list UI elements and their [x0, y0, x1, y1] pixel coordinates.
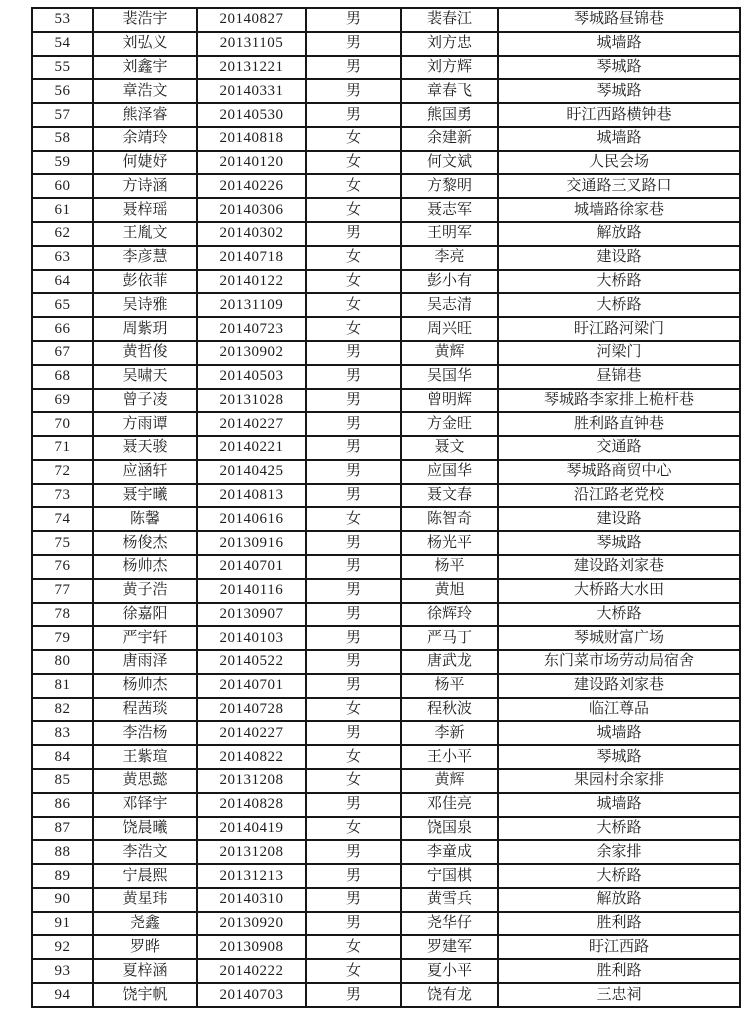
birth-date-cell: 20140503: [197, 365, 306, 389]
row-number-cell: 67: [32, 341, 93, 365]
gender-cell: 男: [306, 840, 401, 864]
row-number-cell: 88: [32, 840, 93, 864]
birth-date-cell: 20140222: [197, 959, 306, 983]
row-number-cell: 94: [32, 983, 93, 1007]
table-row: [32, 365, 740, 389]
row-number-cell: 73: [32, 484, 93, 508]
birth-date-cell: 20140310: [197, 888, 306, 912]
table-row: [32, 935, 740, 959]
row-number-cell: 57: [32, 103, 93, 127]
guardian-name-cell: 吴志清: [401, 293, 498, 317]
birth-date-cell: 20140828: [197, 793, 306, 817]
student-name-cell: 刘弘义: [93, 32, 197, 56]
row-number-cell: 79: [32, 626, 93, 650]
address-cell: 盱江西路: [498, 935, 740, 959]
birth-date-cell: 20140221: [197, 436, 306, 460]
row-number-cell: 85: [32, 769, 93, 793]
guardian-name-cell: 黄辉: [401, 341, 498, 365]
guardian-name-cell: 徐辉玲: [401, 603, 498, 627]
student-name-cell: 黄哲俊: [93, 341, 197, 365]
address-cell: 胜利路直钟巷: [498, 412, 740, 436]
address-cell: 琴城路: [498, 56, 740, 80]
guardian-name-cell: 曾明辉: [401, 389, 498, 413]
gender-cell: 男: [306, 555, 401, 579]
guardian-name-cell: 程秋波: [401, 698, 498, 722]
guardian-name-cell: 方金旺: [401, 412, 498, 436]
table-row: [32, 674, 740, 698]
gender-cell: 男: [306, 864, 401, 888]
birth-date-cell: 20131105: [197, 32, 306, 56]
student-name-cell: 杨帅杰: [93, 555, 197, 579]
table-row: [32, 793, 740, 817]
birth-date-cell: 20140703: [197, 983, 306, 1007]
birth-date-cell: 20140306: [197, 198, 306, 222]
student-name-cell: 聂梓瑶: [93, 198, 197, 222]
gender-cell: 女: [306, 174, 401, 198]
table-row: [32, 222, 740, 246]
address-cell: 城墙路: [498, 721, 740, 745]
birth-date-cell: 20131109: [197, 293, 306, 317]
table-row: [32, 293, 740, 317]
row-number-cell: 81: [32, 674, 93, 698]
address-cell: 余家排: [498, 840, 740, 864]
gender-cell: 男: [306, 389, 401, 413]
guardian-name-cell: 聂志军: [401, 198, 498, 222]
guardian-name-cell: 李童成: [401, 840, 498, 864]
table-row: [32, 912, 740, 936]
address-cell: 大桥路: [498, 817, 740, 841]
gender-cell: 女: [306, 317, 401, 341]
table-row: [32, 151, 740, 175]
table-row: [32, 769, 740, 793]
guardian-name-cell: 王明军: [401, 222, 498, 246]
gender-cell: 男: [306, 579, 401, 603]
address-cell: 琴城路: [498, 745, 740, 769]
row-number-cell: 58: [32, 127, 93, 151]
table-row: [32, 983, 740, 1007]
student-name-cell: 王紫瑄: [93, 745, 197, 769]
address-cell: 城墙路徐家巷: [498, 198, 740, 222]
address-cell: 交通路三叉路口: [498, 174, 740, 198]
row-number-cell: 72: [32, 460, 93, 484]
birth-date-cell: 20140120: [197, 151, 306, 175]
gender-cell: 男: [306, 32, 401, 56]
gender-cell: 男: [306, 412, 401, 436]
row-number-cell: 62: [32, 222, 93, 246]
birth-date-cell: 20140723: [197, 317, 306, 341]
student-name-cell: 刘鑫宇: [93, 56, 197, 80]
table-row: [32, 579, 740, 603]
birth-date-cell: 20131221: [197, 56, 306, 80]
table-row: [32, 531, 740, 555]
table-row: [32, 79, 740, 103]
address-cell: 人民会场: [498, 151, 740, 175]
row-number-cell: 84: [32, 745, 93, 769]
table-row: [32, 745, 740, 769]
student-name-cell: 黄思懿: [93, 769, 197, 793]
table-row: [32, 8, 740, 32]
gender-cell: 女: [306, 293, 401, 317]
table-row: [32, 246, 740, 270]
row-number-cell: 86: [32, 793, 93, 817]
student-name-cell: 熊泽睿: [93, 103, 197, 127]
student-name-cell: 曾子凌: [93, 389, 197, 413]
guardian-name-cell: 何文斌: [401, 151, 498, 175]
address-cell: 建设路刘家巷: [498, 555, 740, 579]
birth-date-cell: 20131028: [197, 389, 306, 413]
address-cell: 解放路: [498, 222, 740, 246]
guardian-name-cell: 刘方辉: [401, 56, 498, 80]
row-number-cell: 71: [32, 436, 93, 460]
birth-date-cell: 20140302: [197, 222, 306, 246]
guardian-name-cell: 聂文: [401, 436, 498, 460]
birth-date-cell: 20130916: [197, 531, 306, 555]
student-name-cell: 徐嘉阳: [93, 603, 197, 627]
gender-cell: 男: [306, 8, 401, 32]
address-cell: 胜利路: [498, 912, 740, 936]
table-row: [32, 626, 740, 650]
birth-date-cell: 20140116: [197, 579, 306, 603]
gender-cell: 女: [306, 769, 401, 793]
row-number-cell: 83: [32, 721, 93, 745]
table-row: [32, 341, 740, 365]
student-name-cell: 聂天骏: [93, 436, 197, 460]
row-number-cell: 59: [32, 151, 93, 175]
address-cell: 琴城路昼锦巷: [498, 8, 740, 32]
gender-cell: 男: [306, 484, 401, 508]
birth-date-cell: 20131213: [197, 864, 306, 888]
address-cell: 琴城路: [498, 531, 740, 555]
table-row: [32, 840, 740, 864]
birth-date-cell: 20140122: [197, 270, 306, 294]
row-number-cell: 89: [32, 864, 93, 888]
row-number-cell: 64: [32, 270, 93, 294]
guardian-name-cell: 尧华仔: [401, 912, 498, 936]
table-row: [32, 460, 740, 484]
table-row: [32, 864, 740, 888]
birth-date-cell: 20130908: [197, 935, 306, 959]
table-row: [32, 198, 740, 222]
student-name-cell: 余靖玲: [93, 127, 197, 151]
student-name-cell: 周紫玥: [93, 317, 197, 341]
table-row: [32, 959, 740, 983]
guardian-name-cell: 李新: [401, 721, 498, 745]
student-name-cell: 杨俊杰: [93, 531, 197, 555]
guardian-name-cell: 王小平: [401, 745, 498, 769]
guardian-name-cell: 黄辉: [401, 769, 498, 793]
gender-cell: 女: [306, 270, 401, 294]
student-name-cell: 彭依菲: [93, 270, 197, 294]
birth-date-cell: 20140522: [197, 650, 306, 674]
row-number-cell: 68: [32, 365, 93, 389]
birth-date-cell: 20140822: [197, 745, 306, 769]
birth-date-cell: 20140103: [197, 626, 306, 650]
gender-cell: 男: [306, 531, 401, 555]
guardian-name-cell: 刘方忠: [401, 32, 498, 56]
table-row: [32, 32, 740, 56]
address-cell: 大桥路: [498, 864, 740, 888]
birth-date-cell: 20140530: [197, 103, 306, 127]
address-cell: 昼锦巷: [498, 365, 740, 389]
row-number-cell: 69: [32, 389, 93, 413]
address-cell: 大桥路: [498, 270, 740, 294]
birth-date-cell: 20140227: [197, 412, 306, 436]
row-number-cell: 53: [32, 8, 93, 32]
address-cell: 建设路: [498, 246, 740, 270]
table-row: [32, 888, 740, 912]
gender-cell: 女: [306, 127, 401, 151]
guardian-name-cell: 应国华: [401, 460, 498, 484]
student-name-cell: 王胤文: [93, 222, 197, 246]
birth-date-cell: 20130907: [197, 603, 306, 627]
guardian-name-cell: 陈智奇: [401, 507, 498, 531]
birth-date-cell: 20140728: [197, 698, 306, 722]
guardian-name-cell: 杨光平: [401, 531, 498, 555]
address-cell: 盱江西路横钟巷: [498, 103, 740, 127]
guardian-name-cell: 聂文春: [401, 484, 498, 508]
address-cell: 琴城路李家排上桅杆巷: [498, 389, 740, 413]
address-cell: 沿江路老党校: [498, 484, 740, 508]
table-row: [32, 603, 740, 627]
birth-date-cell: 20130902: [197, 341, 306, 365]
address-cell: 胜利路: [498, 959, 740, 983]
birth-date-cell: 20140226: [197, 174, 306, 198]
student-name-cell: 李浩文: [93, 840, 197, 864]
address-cell: 建设路: [498, 507, 740, 531]
gender-cell: 男: [306, 56, 401, 80]
row-number-cell: 93: [32, 959, 93, 983]
birth-date-cell: 20140813: [197, 484, 306, 508]
gender-cell: 男: [306, 103, 401, 127]
guardian-name-cell: 黄旭: [401, 579, 498, 603]
guardian-name-cell: 杨平: [401, 674, 498, 698]
student-name-cell: 裴浩宇: [93, 8, 197, 32]
table-row: [32, 507, 740, 531]
gender-cell: 女: [306, 507, 401, 531]
row-number-cell: 82: [32, 698, 93, 722]
student-name-cell: 唐雨泽: [93, 650, 197, 674]
gender-cell: 男: [306, 365, 401, 389]
row-number-cell: 77: [32, 579, 93, 603]
table-row: [32, 389, 740, 413]
table-row: [32, 484, 740, 508]
gender-cell: 男: [306, 603, 401, 627]
table-row: [32, 56, 740, 80]
guardian-name-cell: 邓佳亮: [401, 793, 498, 817]
row-number-cell: 66: [32, 317, 93, 341]
address-cell: 盱江路河梁门: [498, 317, 740, 341]
birth-date-cell: 20131208: [197, 840, 306, 864]
address-cell: 解放路: [498, 888, 740, 912]
gender-cell: 男: [306, 222, 401, 246]
student-name-cell: 夏梓涵: [93, 959, 197, 983]
gender-cell: 男: [306, 983, 401, 1007]
row-number-cell: 63: [32, 246, 93, 270]
birth-date-cell: 20140419: [197, 817, 306, 841]
student-name-cell: 尧鑫: [93, 912, 197, 936]
gender-cell: 男: [306, 650, 401, 674]
row-number-cell: 87: [32, 817, 93, 841]
row-number-cell: 78: [32, 603, 93, 627]
table-row: [32, 650, 740, 674]
table-row: [32, 436, 740, 460]
guardian-name-cell: 李亮: [401, 246, 498, 270]
gender-cell: 男: [306, 460, 401, 484]
gender-cell: 女: [306, 246, 401, 270]
gender-cell: 男: [306, 888, 401, 912]
student-name-cell: 吴诗雅: [93, 293, 197, 317]
guardian-name-cell: 严马丁: [401, 626, 498, 650]
guardian-name-cell: 饶国泉: [401, 817, 498, 841]
guardian-name-cell: 彭小有: [401, 270, 498, 294]
birth-date-cell: 20140227: [197, 721, 306, 745]
table-row: [32, 555, 740, 579]
table-row: [32, 721, 740, 745]
row-number-cell: 61: [32, 198, 93, 222]
gender-cell: 男: [306, 341, 401, 365]
student-name-cell: 李浩杨: [93, 721, 197, 745]
address-cell: 琴城路: [498, 79, 740, 103]
student-name-cell: 杨帅杰: [93, 674, 197, 698]
guardian-name-cell: 杨平: [401, 555, 498, 579]
table-row: [32, 412, 740, 436]
guardian-name-cell: 余建新: [401, 127, 498, 151]
gender-cell: 女: [306, 698, 401, 722]
row-number-cell: 75: [32, 531, 93, 555]
student-name-cell: 饶宇帆: [93, 983, 197, 1007]
student-name-cell: 吴啸天: [93, 365, 197, 389]
guardian-name-cell: 宁国棋: [401, 864, 498, 888]
row-number-cell: 92: [32, 935, 93, 959]
gender-cell: 男: [306, 436, 401, 460]
student-name-cell: 宁晨熙: [93, 864, 197, 888]
gender-cell: 女: [306, 745, 401, 769]
address-cell: 建设路刘家巷: [498, 674, 740, 698]
student-name-cell: 罗晔: [93, 935, 197, 959]
address-cell: 琴城路商贸中心: [498, 460, 740, 484]
row-number-cell: 76: [32, 555, 93, 579]
address-cell: 大桥路: [498, 603, 740, 627]
row-number-cell: 80: [32, 650, 93, 674]
birth-date-cell: 20131208: [197, 769, 306, 793]
birth-date-cell: 20140827: [197, 8, 306, 32]
guardian-name-cell: 唐武龙: [401, 650, 498, 674]
row-number-cell: 91: [32, 912, 93, 936]
table-row: [32, 817, 740, 841]
gender-cell: 男: [306, 674, 401, 698]
row-number-cell: 55: [32, 56, 93, 80]
guardian-name-cell: 周兴旺: [401, 317, 498, 341]
table-row: [32, 270, 740, 294]
guardian-name-cell: 夏小平: [401, 959, 498, 983]
row-number-cell: 56: [32, 79, 93, 103]
address-cell: 交通路: [498, 436, 740, 460]
student-name-cell: 饶晨曦: [93, 817, 197, 841]
gender-cell: 男: [306, 912, 401, 936]
student-name-cell: 方诗涵: [93, 174, 197, 198]
address-cell: 城墙路: [498, 793, 740, 817]
guardian-name-cell: 饶有龙: [401, 983, 498, 1007]
gender-cell: 女: [306, 959, 401, 983]
address-cell: 河梁门: [498, 341, 740, 365]
address-cell: 三忠祠: [498, 983, 740, 1007]
student-roster-table: [31, 7, 741, 1008]
guardian-name-cell: 罗建军: [401, 935, 498, 959]
row-number-cell: 90: [32, 888, 93, 912]
student-name-cell: 黄星玮: [93, 888, 197, 912]
student-name-cell: 黄子浩: [93, 579, 197, 603]
birth-date-cell: 20140718: [197, 246, 306, 270]
student-name-cell: 程茜琰: [93, 698, 197, 722]
row-number-cell: 54: [32, 32, 93, 56]
table-row: [32, 317, 740, 341]
birth-date-cell: 20140701: [197, 555, 306, 579]
guardian-name-cell: 章春飞: [401, 79, 498, 103]
student-name-cell: 严宇轩: [93, 626, 197, 650]
student-name-cell: 邓铎宇: [93, 793, 197, 817]
address-cell: 东门菜市场劳动局宿舍: [498, 650, 740, 674]
student-name-cell: 李彦慧: [93, 246, 197, 270]
gender-cell: 男: [306, 626, 401, 650]
guardian-name-cell: 吴国华: [401, 365, 498, 389]
table-row: [32, 103, 740, 127]
birth-date-cell: 20140425: [197, 460, 306, 484]
address-cell: 临江尊品: [498, 698, 740, 722]
student-name-cell: 方雨谭: [93, 412, 197, 436]
row-number-cell: 60: [32, 174, 93, 198]
student-name-cell: 聂宇曦: [93, 484, 197, 508]
birth-date-cell: 20140701: [197, 674, 306, 698]
address-cell: 大桥路: [498, 293, 740, 317]
table-sheet: [31, 7, 741, 1008]
student-name-cell: 何婕妤: [93, 151, 197, 175]
table-row: [32, 127, 740, 151]
address-cell: 大桥路大水田: [498, 579, 740, 603]
student-name-cell: 应涵轩: [93, 460, 197, 484]
guardian-name-cell: 黄雪兵: [401, 888, 498, 912]
gender-cell: 女: [306, 817, 401, 841]
row-number-cell: 74: [32, 507, 93, 531]
gender-cell: 女: [306, 151, 401, 175]
table-row: [32, 698, 740, 722]
birth-date-cell: 20140616: [197, 507, 306, 531]
row-number-cell: 65: [32, 293, 93, 317]
student-name-cell: 章浩文: [93, 79, 197, 103]
birth-date-cell: 20140331: [197, 79, 306, 103]
table-row: [32, 174, 740, 198]
guardian-name-cell: 熊国勇: [401, 103, 498, 127]
address-cell: 城墙路: [498, 127, 740, 151]
gender-cell: 男: [306, 721, 401, 745]
birth-date-cell: 20140818: [197, 127, 306, 151]
row-number-cell: 70: [32, 412, 93, 436]
guardian-name-cell: 方黎明: [401, 174, 498, 198]
address-cell: 城墙路: [498, 32, 740, 56]
gender-cell: 男: [306, 79, 401, 103]
student-name-cell: 陈馨: [93, 507, 197, 531]
table-body: [32, 8, 740, 1007]
address-cell: 琴城财富广场: [498, 626, 740, 650]
birth-date-cell: 20130920: [197, 912, 306, 936]
gender-cell: 女: [306, 935, 401, 959]
gender-cell: 女: [306, 198, 401, 222]
guardian-name-cell: 裴春江: [401, 8, 498, 32]
gender-cell: 男: [306, 793, 401, 817]
address-cell: 果园村余家排: [498, 769, 740, 793]
